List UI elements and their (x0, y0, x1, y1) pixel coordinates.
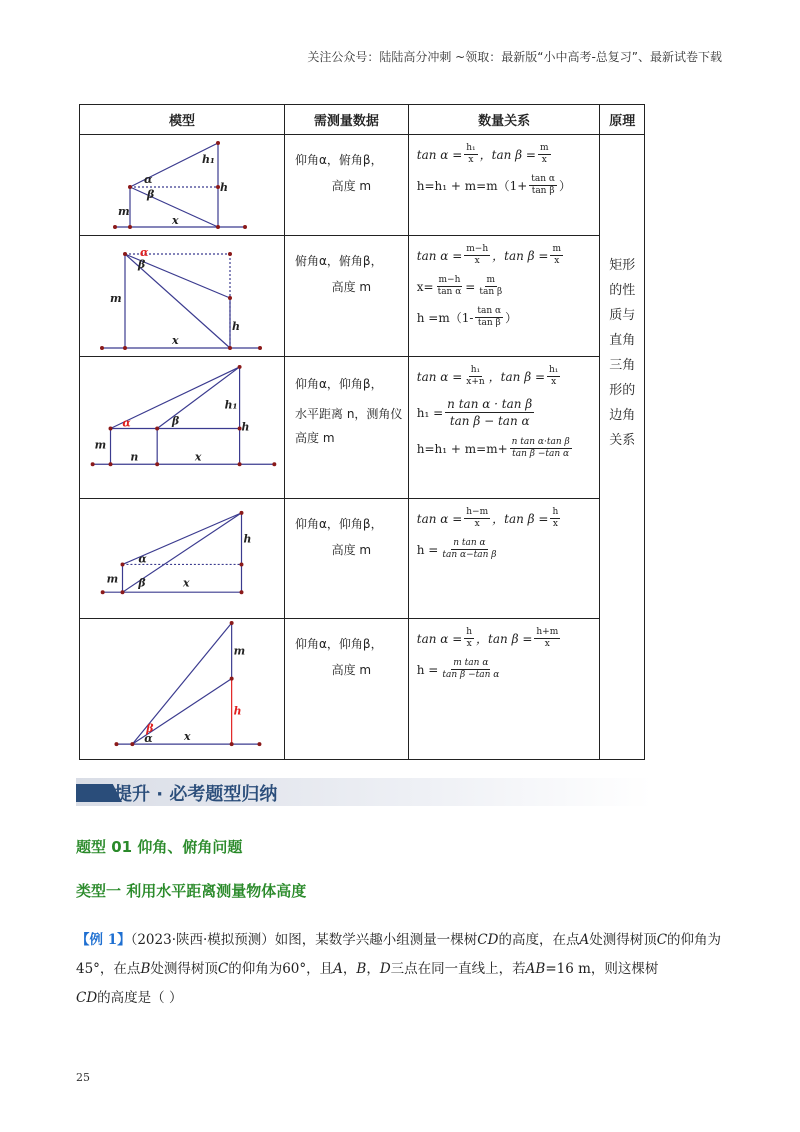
denominator: tan β −tan α (512, 449, 570, 459)
fraction (550, 244, 563, 267)
formula-line (417, 658, 600, 681)
denominator: x (554, 256, 560, 266)
fraction (534, 627, 560, 650)
numerator: n tan α · tan β (447, 397, 533, 411)
denominator: tan β − tan α (449, 414, 530, 428)
formula-text: h =m（1- (416, 310, 474, 325)
label-h1: h₁ (224, 398, 238, 412)
example-var: AB (525, 961, 546, 977)
formula-text: h = (416, 662, 439, 677)
formula-text: tan α = (416, 248, 463, 263)
example-text: 如图，某数学兴趣小组测量一棵树 (274, 932, 478, 948)
fraction (529, 174, 557, 197)
measure-cell (285, 236, 409, 357)
numerator: h (466, 627, 473, 637)
model-diagram-4 (80, 499, 284, 618)
example-var: CD (76, 990, 98, 1006)
numerator: m (539, 143, 549, 153)
fraction (510, 437, 572, 460)
measure-line: 水平距离 n，测角仪 (295, 407, 403, 421)
label-h: h (232, 320, 240, 333)
relation-cell (408, 357, 600, 499)
label-x: x (194, 450, 202, 464)
header-note: 关注公众号：陆陆高分冲刺 ~领取：最新版“小中高考-总复习”、最新试卷下载 (307, 50, 722, 64)
denominator: x (474, 519, 480, 529)
measure-cell (285, 619, 409, 760)
formula-text: tan α = (416, 369, 463, 384)
header-measure: 需测量数据 (285, 105, 409, 135)
label-x: x (183, 730, 191, 744)
formula-text: ，tan β = (479, 147, 536, 162)
model-cell (80, 357, 285, 499)
label-m: m (94, 438, 107, 452)
measure-line: 高度 m (295, 431, 335, 445)
header-model: 模型 (80, 105, 285, 135)
fraction (445, 396, 534, 429)
denominator: tan α−tan β (442, 550, 497, 560)
fraction (538, 143, 551, 166)
principle-line: 质与 (609, 308, 636, 323)
banner-title: 提升 · 必考题型归纳 (114, 784, 278, 805)
example-text: =16 m，则这棵树 (545, 961, 659, 977)
denominator: x (541, 155, 547, 165)
formula-line (417, 244, 600, 267)
relation-cell (408, 236, 600, 357)
denominator: x (468, 155, 474, 165)
label-alpha: α (122, 416, 131, 430)
numerator: m−h (466, 244, 489, 254)
numerator: m tan α (453, 658, 489, 668)
numerator: m (486, 275, 496, 285)
model-cell (80, 135, 285, 236)
section-banner (76, 778, 652, 806)
principle-cell (600, 135, 645, 760)
principle-text (600, 135, 644, 453)
formula-text: tan α = (416, 631, 463, 646)
numerator: n tan α·tan β (511, 437, 570, 447)
formula-text: = (465, 279, 476, 294)
fraction (464, 143, 477, 166)
measure-line: 高度 m (331, 543, 372, 557)
model-cell (80, 236, 285, 357)
numerator: h−m (466, 507, 489, 517)
fraction (464, 507, 490, 530)
measure-line: 仰角α，仰角β， (295, 377, 383, 391)
measure-line: 高度 m (331, 663, 372, 677)
measure-line: 高度 m (331, 179, 372, 193)
denominator: x (552, 519, 558, 529)
formula-text: x= (416, 279, 434, 294)
denominator: tan β (477, 318, 501, 328)
formula-text: h = (416, 542, 439, 557)
formula-line (417, 143, 600, 166)
formula-line (417, 627, 600, 650)
model-diagram-5 (80, 619, 284, 759)
subtype-heading: 类型一 利用水平距离测量物体高度 (76, 882, 307, 900)
numerator: n tan α (453, 538, 486, 548)
formula-line (417, 275, 600, 298)
numerator: h+m (536, 627, 559, 637)
label-beta: β (147, 188, 155, 201)
principle-line: 关系 (609, 433, 636, 448)
numerator: h₁ (466, 143, 476, 153)
principle-line: 的性 (609, 283, 636, 298)
formula-line (417, 507, 600, 530)
formula-text: h=h₁ + m=m（1+ (416, 178, 528, 193)
denominator: x (466, 639, 472, 649)
label-h: h (241, 420, 250, 434)
fraction (464, 244, 490, 267)
formula-text: ） (558, 178, 571, 193)
table-row (80, 357, 645, 499)
label-h1: h₁ (202, 153, 215, 166)
formula-line (417, 396, 600, 429)
fraction (477, 275, 504, 298)
formula-line (417, 306, 600, 329)
formula-line (417, 174, 600, 197)
numerator: tan α (531, 174, 555, 184)
example-var: D (379, 961, 391, 977)
table-row (80, 499, 645, 619)
label-x: x (172, 214, 179, 227)
numerator: h₁ (470, 365, 481, 375)
page-number: 25 (76, 1071, 90, 1084)
relation-cell (408, 499, 600, 619)
header-principle: 原理 (600, 105, 645, 135)
measure-line: 高度 m (331, 280, 372, 294)
label-alpha: α (144, 173, 153, 186)
label-alpha: α (138, 552, 147, 566)
formula-text: tan α = (416, 147, 463, 162)
denominator: tan β −tan α (442, 670, 500, 680)
example-text: 三点在同一直线上，若 (390, 961, 526, 977)
denominator: x (551, 377, 557, 387)
formula-text: ，tan β = (488, 369, 545, 384)
denominator: x+n (466, 377, 485, 387)
measure-cell (285, 135, 409, 236)
numerator: h₁ (549, 365, 559, 375)
label-m: m (233, 644, 246, 658)
model-diagram-1 (80, 135, 284, 235)
label-x: x (172, 334, 179, 347)
formula-text: ，tan β = (492, 248, 549, 263)
fraction (440, 658, 501, 681)
models-table (79, 104, 645, 760)
fraction (464, 365, 486, 388)
model-cell (80, 499, 285, 619)
fraction (547, 365, 560, 388)
example-var: CD (477, 932, 499, 948)
label-m: m (110, 292, 122, 305)
measure-cell (285, 357, 409, 499)
measure-cell (285, 499, 409, 619)
example-tag: 【例 1】 (76, 932, 131, 948)
model-diagram-3 (80, 357, 284, 498)
numerator: m (552, 244, 561, 254)
relation-cell (408, 619, 600, 760)
table-row (80, 135, 645, 236)
type-heading: 题型 01 仰角、俯角问题 (76, 838, 243, 856)
fraction (550, 507, 560, 530)
table-row (80, 236, 645, 357)
example-text: 的仰角为45°，在点 (76, 932, 722, 977)
formula-text: h₁ = (416, 405, 444, 420)
model-cell (80, 619, 285, 760)
fraction (440, 538, 498, 561)
formula-text: ，tan β = (492, 511, 549, 526)
relation-cell (408, 135, 600, 236)
label-alpha: α (144, 732, 153, 746)
principle-line: 矩形 (609, 258, 636, 273)
numerator: h (552, 507, 559, 517)
example-var: C (656, 932, 668, 948)
label-h: h (220, 181, 228, 194)
example-text: 处测得树顶 (150, 961, 218, 977)
denominator: tan β (531, 186, 555, 196)
example-var: C (217, 961, 229, 977)
numerator: m−h (438, 275, 461, 285)
measure-line: 仰角α，俯角β， (295, 153, 383, 167)
denominator: x (474, 256, 480, 266)
model-diagram-2 (80, 236, 284, 356)
denominator: tan β (479, 287, 503, 297)
label-m: m (118, 205, 130, 218)
example-text: 处测得树顶 (589, 932, 657, 948)
table-row (80, 619, 645, 760)
label-alpha: α (140, 246, 149, 259)
measure-line: 仰角α，仰角β， (295, 637, 383, 651)
formula-text: ） (505, 310, 518, 325)
measure-line: 仰角α，仰角β， (295, 517, 383, 531)
fraction (464, 627, 474, 650)
label-beta: β (138, 576, 146, 590)
fraction (475, 306, 503, 329)
numerator: tan α (477, 306, 502, 316)
example-text: ， (366, 961, 380, 977)
example-var: B (140, 961, 151, 977)
formula-text: ，tan β = (476, 631, 533, 646)
label-x: x (182, 576, 190, 590)
principle-line: 三角 (609, 358, 636, 373)
header-relation: 数量关系 (408, 105, 600, 135)
measure-line: 俯角α，俯角β， (295, 254, 383, 268)
table-header-row (80, 105, 645, 135)
label-beta: β (146, 722, 154, 736)
label-h: h (243, 532, 252, 546)
principle-line: 形的 (609, 383, 636, 398)
example-text: 的仰角为60°，且 (228, 961, 334, 977)
label-beta: β (172, 414, 180, 428)
label-h: h (233, 704, 242, 718)
label-beta: β (138, 258, 146, 271)
formula-text: tan α = (416, 511, 463, 526)
example-text: 的高度是（ ） (97, 990, 183, 1006)
formula-line (417, 437, 600, 460)
example-var: A (333, 961, 343, 977)
formula-line (417, 538, 600, 561)
principle-line: 边角 (609, 408, 636, 423)
example-text: 的高度，在点 (498, 932, 580, 948)
example-var: A (579, 932, 590, 948)
example-source: （2023·陕西·模拟预测） (130, 932, 275, 948)
principle-line: 直角 (609, 333, 636, 348)
example-1 (76, 926, 726, 1013)
label-n: n (130, 450, 139, 464)
example-text: ， (342, 961, 357, 977)
denominator: tan α (437, 287, 462, 297)
formula-line (417, 365, 600, 388)
formula-text: h=h₁ + m=m+ (416, 441, 508, 456)
label-m: m (106, 572, 119, 586)
example-var: B (356, 961, 367, 977)
denominator: x (544, 639, 550, 649)
fraction (436, 275, 464, 298)
